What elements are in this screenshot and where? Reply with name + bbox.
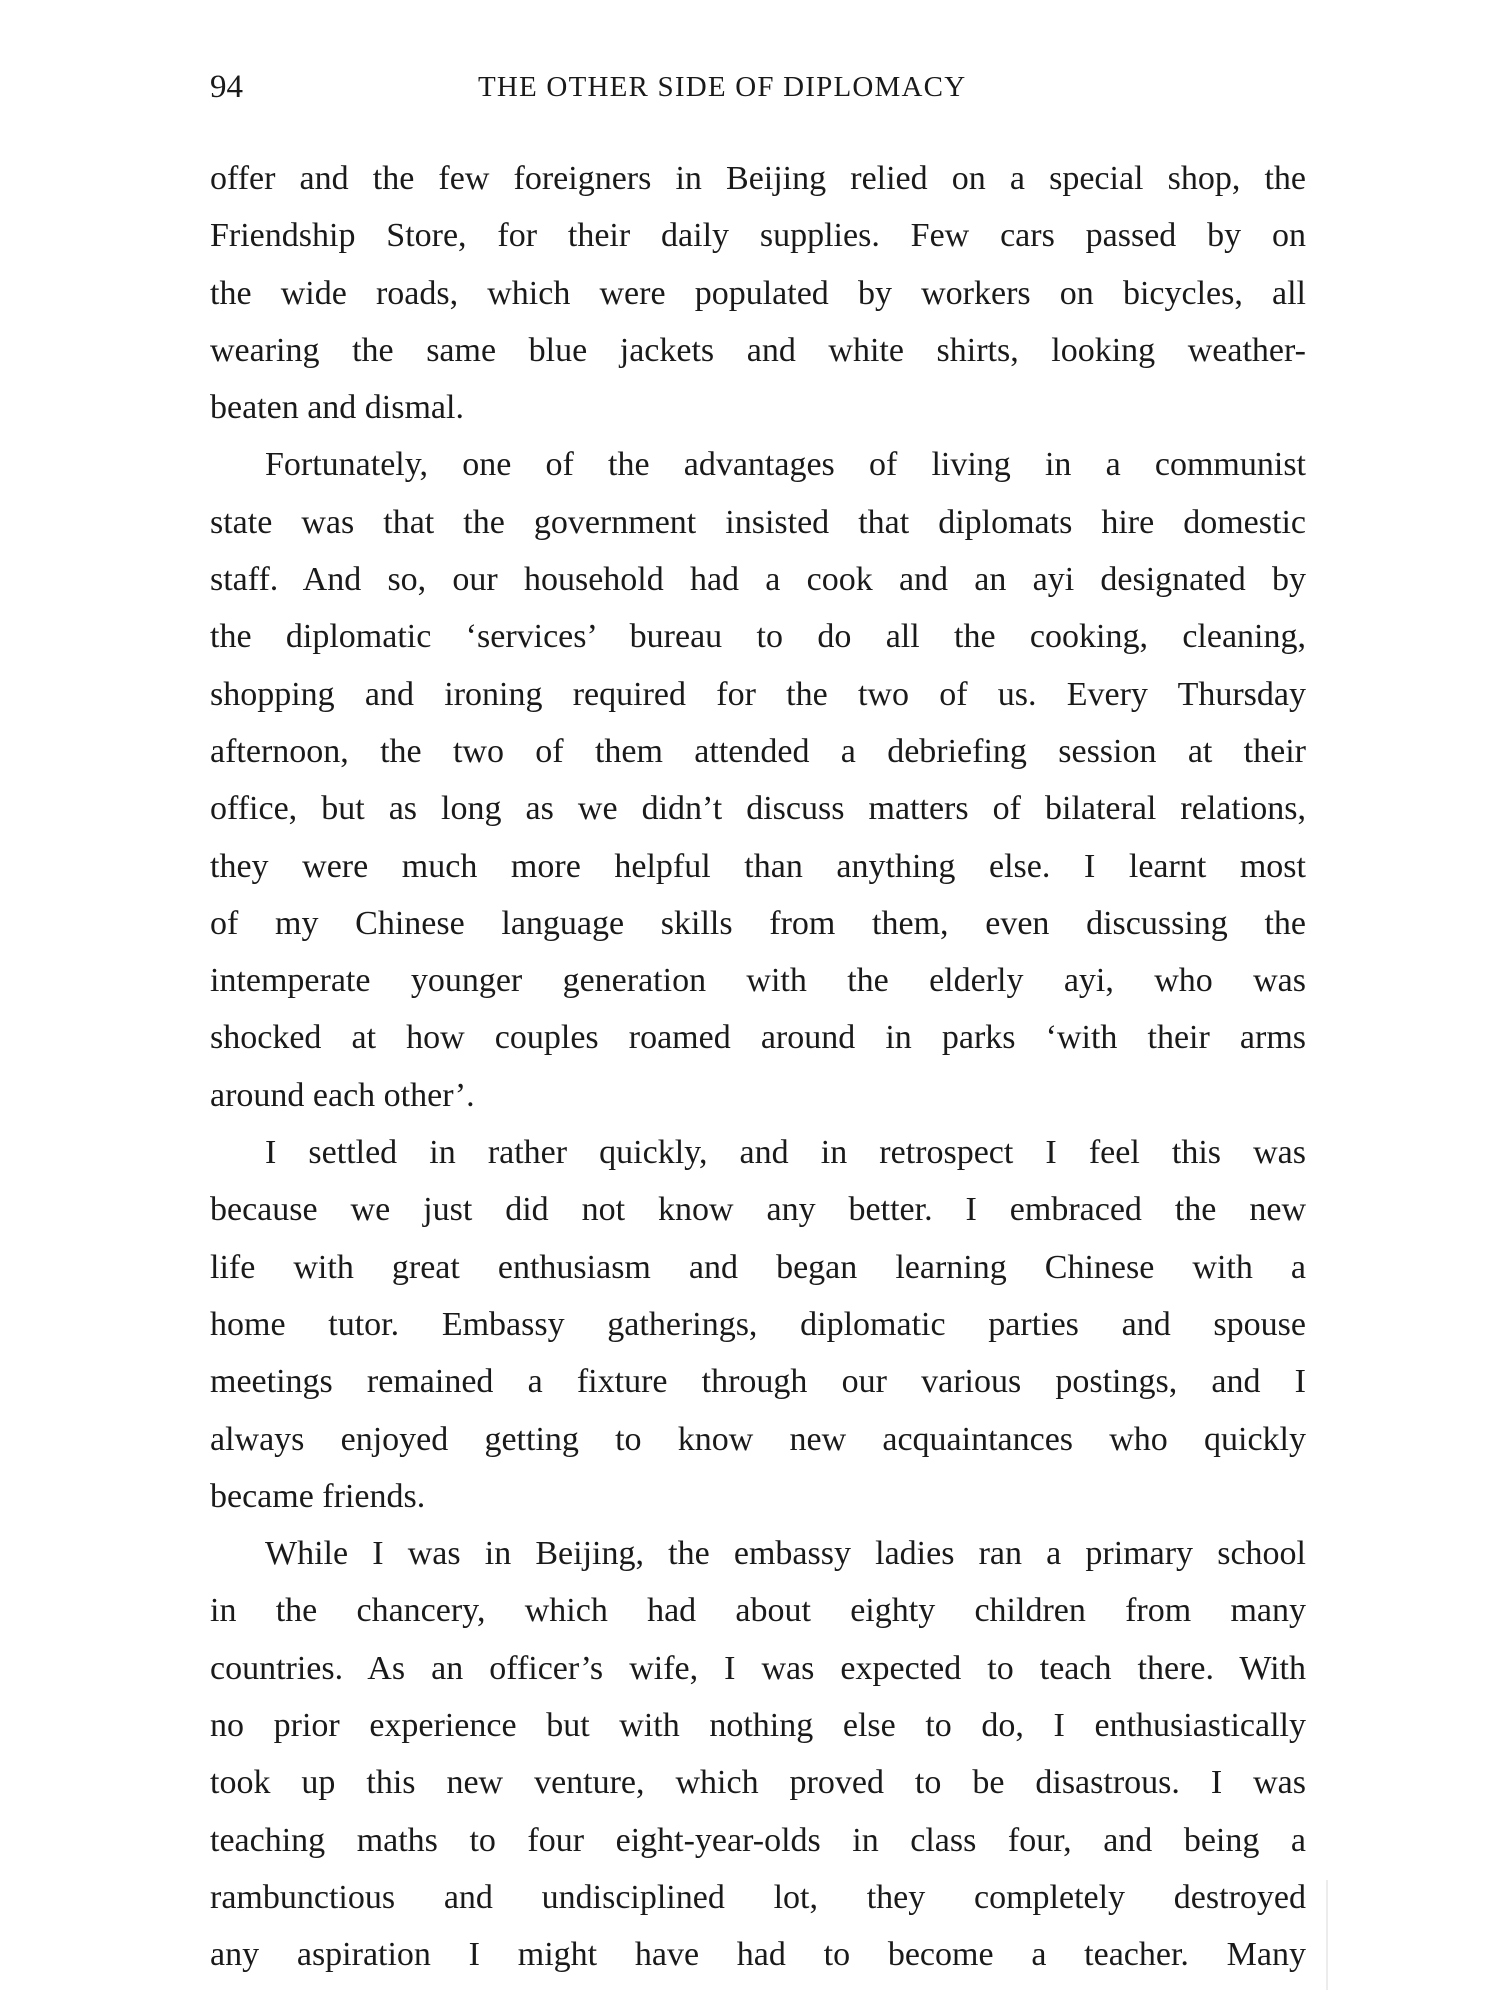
text-line: I settled in rather quickly, and in retrospect I feel this was — [265, 1134, 1306, 1172]
body-text — [210, 150, 1306, 1984]
text-line: office, but as long as we didn’t discuss matters of bilateral relations, — [210, 790, 1306, 828]
text-line: took up this new venture, which proved to be disastrous. I was — [210, 1764, 1306, 1802]
text-line: always enjoyed getting to know new acquaintances who quickly — [210, 1420, 1306, 1458]
text-line: home tutor. Embassy gatherings, diplomatic parties and spouse — [210, 1305, 1306, 1343]
text-line: the diplomatic ‘services’ bureau to do all the cooking, cleaning, — [210, 618, 1306, 656]
running-title: THE OTHER SIDE OF DIPLOMACY — [478, 71, 967, 103]
text-line: life with great enthusiasm and began learning Chinese with a — [210, 1248, 1306, 1286]
text-line: offer and the few foreigners in Beijing relied on a special shop, the — [210, 160, 1306, 197]
text-line: of my Chinese language skills from them, even discussing the — [210, 904, 1306, 942]
text-line: wearing the same blue jackets and white shirts, looking weather- — [210, 331, 1306, 369]
text-line: because we just did not know any better. I embraced the new — [210, 1191, 1306, 1229]
text-line: While I was in Beijing, the embassy ladies ran a primary school — [265, 1535, 1306, 1573]
page-header — [210, 62, 1310, 112]
text-line: Friendship Store, for their daily supplies. Few cars passed by on — [210, 217, 1306, 255]
text-line: the wide roads, which were populated by workers on bicycles, all — [210, 274, 1306, 312]
text-line: afternoon, the two of them attended a debriefing session at their — [210, 732, 1306, 770]
text-line: around each other’. — [210, 1076, 475, 1114]
text-line: they were much more helpful than anything else. I learnt most — [210, 847, 1306, 885]
text-line: countries. As an officer’s wife, I was expected to teach there. With — [210, 1649, 1306, 1687]
text-line: staff. And so, our household had a cook and an ayi designated by — [210, 561, 1306, 599]
text-line: meetings remained a fixture through our various postings, and I — [210, 1363, 1306, 1401]
text-line: state was that the government insisted that diplomats hire domestic — [210, 503, 1306, 541]
page-edge-shadow — [1326, 1880, 1328, 1990]
text-line: shopping and ironing required for the two of us. Every Thursday — [210, 675, 1306, 713]
text-line: became friends. — [210, 1477, 426, 1515]
text-line: rambunctious and undisciplined lot, they completely destroyed — [210, 1878, 1306, 1916]
text-line: shocked at how couples roamed around in parks ‘with their arms — [210, 1019, 1306, 1057]
text-line: in the chancery, which had about eighty children from many — [210, 1592, 1306, 1630]
text-line: beaten and dismal. — [210, 389, 464, 427]
text-line: teaching maths to four eight-year-olds in class four, and being a — [210, 1821, 1306, 1859]
text-line: intemperate younger generation with the elderly ayi, who was — [210, 962, 1306, 1000]
text-line: any aspiration I might have had to become a teacher. Many — [210, 1936, 1306, 1974]
text-line: Fortunately, one of the advantages of living in a communist — [265, 446, 1306, 484]
text-line: no prior experience but with nothing else to do, I enthusiastically — [210, 1707, 1306, 1745]
page-number: 94 — [210, 69, 243, 105]
